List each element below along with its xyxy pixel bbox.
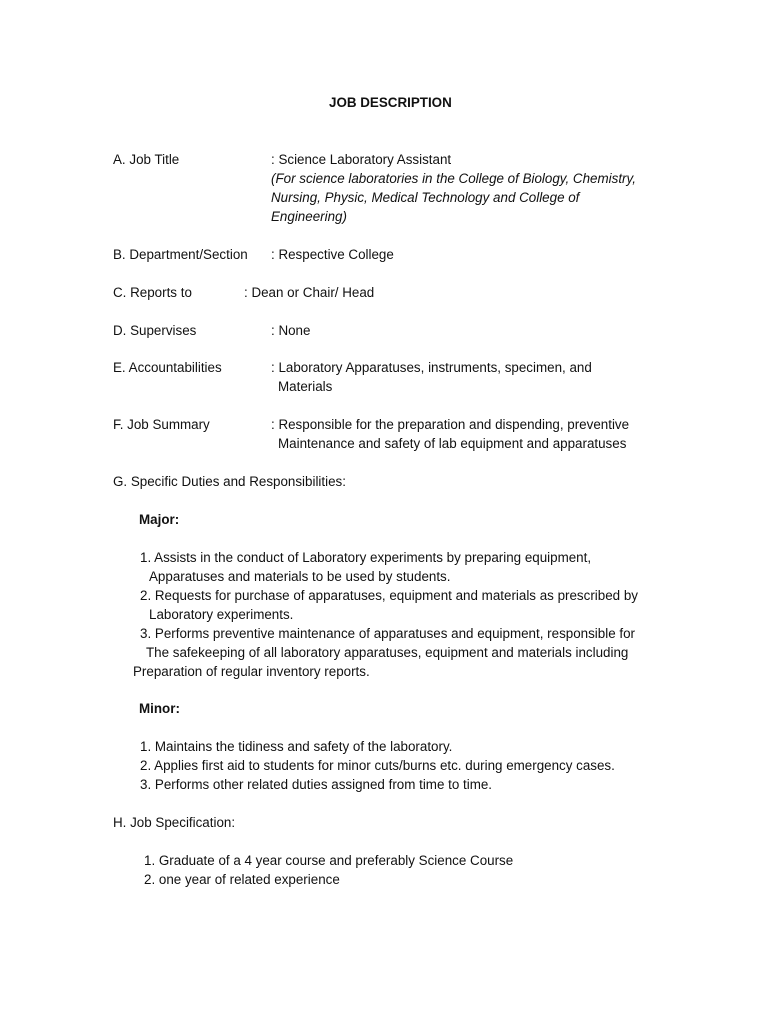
minor-duty-line: 1. Maintains the tidiness and safety of the laboratory. [140, 739, 453, 754]
accountabilities-value: : Laboratory Apparatuses, instruments, specimen, and [271, 360, 592, 375]
major-duty-line: 3. Performs preventive maintenance of apparatuses and equipment, responsible for [140, 626, 635, 641]
major-duty-line: The safekeeping of all laboratory apparatuses, equipment and materials including [146, 645, 629, 660]
supervises-value: : None [271, 323, 311, 338]
job-summary-label: F. Job Summary [113, 417, 210, 432]
major-duty-line: 2. Requests for purchase of apparatuses, equipment and materials as prescribed by [140, 588, 638, 603]
job-title-value: : Science Laboratory Assistant [271, 152, 452, 167]
minor-duty-line: 3. Performs other related duties assigned from time to time. [140, 777, 493, 792]
reports-to-value: : Dean or Chair/ Head [244, 285, 375, 300]
job-summary-value: : Responsible for the preparation and dispending, preventive [271, 417, 630, 432]
job-title-label: A. Job Title [113, 152, 180, 167]
major-duty-line: Apparatuses and materials to be used by students. [149, 569, 451, 584]
major-label: Major: [139, 512, 180, 527]
job-title-note-line: Engineering) [271, 209, 347, 224]
department-value: : Respective College [271, 247, 394, 262]
job-title-note-line: (For science laboratories in the College of Biology, Chemistry, [271, 171, 636, 186]
specification-item: 1. Graduate of a 4 year course and preferably Science Course [144, 853, 514, 868]
specification-heading: H. Job Specification: [113, 815, 236, 830]
page-title: JOB DESCRIPTION [329, 95, 452, 110]
major-duty-line: Preparation of regular inventory reports. [133, 664, 370, 679]
job-title-note-line: Nursing, Physic, Medical Technology and College of [271, 190, 580, 205]
accountabilities-value-cont: Materials [278, 379, 333, 394]
job-summary-value-cont: Maintenance and safety of lab equipment and apparatuses [278, 436, 627, 451]
specification-item: 2. one year of related experience [144, 872, 340, 887]
accountabilities-label: E. Accountabilities [113, 360, 222, 375]
major-duty-line: Laboratory experiments. [149, 607, 294, 622]
supervises-label: D. Supervises [113, 323, 197, 338]
minor-duty-line: 2. Applies first aid to students for minor cuts/burns etc. during emergency cases. [140, 758, 615, 773]
duties-heading: G. Specific Duties and Responsibilities: [113, 474, 346, 489]
department-label: B. Department/Section [113, 247, 248, 262]
major-duty-line: 1. Assists in the conduct of Laboratory experiments by preparing equipment, [140, 550, 592, 565]
reports-to-label: C. Reports to [113, 285, 192, 300]
minor-label: Minor: [139, 701, 180, 716]
